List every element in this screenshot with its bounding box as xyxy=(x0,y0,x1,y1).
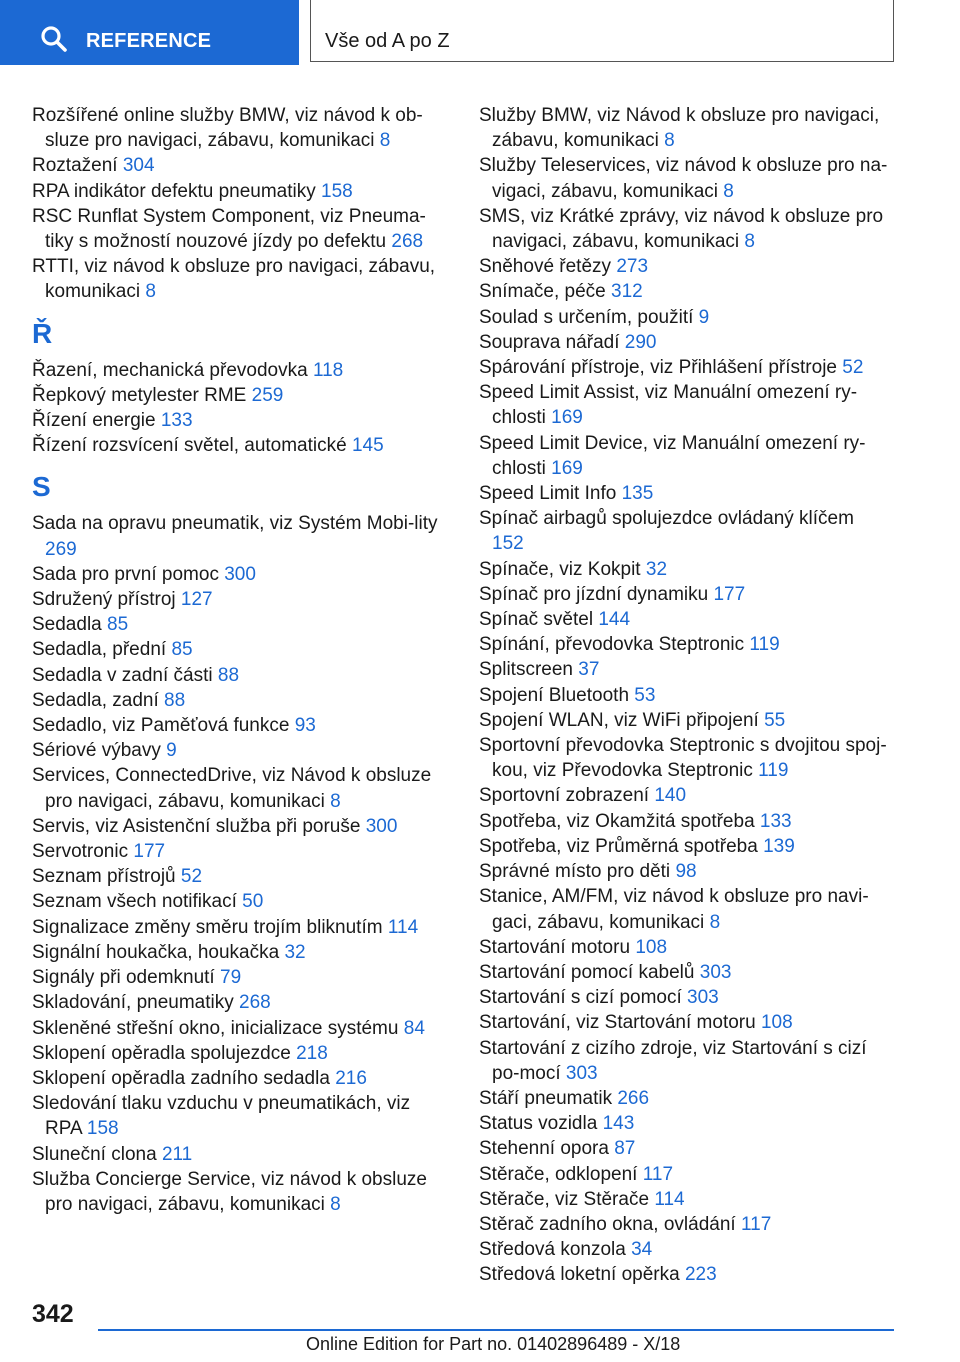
index-entry xyxy=(479,1136,889,1161)
index-entry xyxy=(479,355,889,380)
index-entry xyxy=(32,763,442,813)
index-entry-text: Sněhové řetězy xyxy=(479,256,612,278)
index-entry xyxy=(32,612,442,637)
index-page-link[interactable]: 158 xyxy=(321,180,353,202)
section-title: Vše od A po Z xyxy=(325,30,450,52)
index-entry xyxy=(32,864,442,889)
index-page-link[interactable]: 52 xyxy=(842,357,864,379)
index-page-link[interactable]: 8 xyxy=(723,180,734,202)
index-entry-text: Seznam přístrojů xyxy=(32,866,176,888)
index-entry-text: Služby Teleservices, viz návod k obsluze pro na-vigaci, zábavu, komunikaci xyxy=(479,155,888,202)
index-entry-text: Services, ConnectedDrive, viz Návod k obsluze pro navigaci, zábavu, komunikaci xyxy=(32,765,432,812)
index-page-link[interactable]: 117 xyxy=(642,1163,674,1185)
index-page-link[interactable]: 158 xyxy=(86,1118,119,1140)
index-page-link[interactable]: 300 xyxy=(224,563,256,585)
index-entry-text: Servis, viz Asistenční služba při poruše xyxy=(32,815,361,837)
index-page-link[interactable]: 268 xyxy=(391,231,424,253)
index-entry xyxy=(479,1212,889,1237)
index-entry xyxy=(32,965,442,990)
index-entry xyxy=(479,582,889,607)
index-entry-text: Sledování tlaku vzduchu v pneumatikách, viz RPA xyxy=(32,1093,411,1140)
index-entry xyxy=(479,431,889,481)
index-entry-text: Seznam všech notifikací xyxy=(32,891,237,913)
index-entry xyxy=(479,733,889,783)
index-entry-text: Sklopení opěradla spolujezdce xyxy=(32,1042,291,1064)
index-page-link[interactable]: 139 xyxy=(763,835,795,857)
index-entry xyxy=(32,103,442,153)
index-entry xyxy=(32,179,442,204)
search-icon xyxy=(40,25,68,53)
index-entry-text: Sedadla, zadní xyxy=(32,689,159,711)
index-entry-text: Startování z cizího zdroje, viz Startování s cizí po-mocí xyxy=(479,1037,867,1084)
index-entry xyxy=(32,738,442,763)
index-page-link[interactable]: 259 xyxy=(251,384,284,406)
index-page-link[interactable]: 9 xyxy=(166,740,177,762)
index-entry xyxy=(479,1111,889,1136)
index-entry xyxy=(32,713,442,738)
index-entry-text: RSC Runflat System Component, viz Pneuma-tiky s možností nouzové jízdy po defektu xyxy=(32,205,426,253)
index-entry-text: Soulad s určením, použití xyxy=(479,306,694,328)
index-entry-text: Sklopení opěradla zadního sedadla xyxy=(32,1067,330,1089)
index-page-link[interactable]: 218 xyxy=(296,1042,328,1064)
index-page-link[interactable]: 85 xyxy=(171,639,193,661)
index-page-link[interactable]: 32 xyxy=(284,941,306,963)
index-entry-text: Spínače, viz Kokpit xyxy=(479,558,641,580)
index-page-link[interactable]: 34 xyxy=(631,1239,653,1261)
index-entry xyxy=(479,103,889,153)
index-entry-text: Signalizace změny směru trojím bliknutím xyxy=(32,916,383,938)
reference-tab[interactable] xyxy=(0,0,299,65)
index-entry xyxy=(479,960,889,985)
index-entry xyxy=(479,1036,889,1086)
index-entry xyxy=(479,783,889,808)
index-letter-heading: S xyxy=(32,471,51,503)
index-entry xyxy=(32,688,442,713)
index-entry xyxy=(32,1142,442,1167)
index-page-link[interactable]: 211 xyxy=(161,1143,193,1165)
index-page-link[interactable]: 266 xyxy=(617,1087,650,1109)
index-page-link[interactable]: 300 xyxy=(365,815,398,837)
index-page-link[interactable]: 169 xyxy=(551,457,583,479)
index-page-link[interactable]: 269 xyxy=(45,538,77,560)
index-entry xyxy=(479,607,889,632)
index-column-right xyxy=(479,103,889,1288)
index-page-link[interactable]: 133 xyxy=(759,810,792,832)
index-entry-text: Služba Concierge Service, viz návod k obsluze pro navigaci, zábavu, komunikaci xyxy=(32,1168,427,1215)
index-entry xyxy=(32,408,442,433)
index-entry xyxy=(479,683,889,708)
index-entry-text: Řízení energie xyxy=(32,410,156,432)
index-entry xyxy=(479,1086,889,1111)
index-entry xyxy=(479,279,889,304)
index-page-link[interactable]: 37 xyxy=(578,659,600,681)
index-page-link[interactable]: 127 xyxy=(180,589,213,611)
index-entry xyxy=(479,884,889,934)
section-header xyxy=(310,0,894,62)
index-entry-text: Služby BMW, viz Návod k obsluze pro navigaci, zábavu, komunikaci xyxy=(479,105,880,152)
index-page-link[interactable]: 177 xyxy=(133,841,166,863)
index-page-link[interactable]: 290 xyxy=(624,331,657,353)
index-page-link[interactable]: 9 xyxy=(698,306,710,328)
index-entry-text: Spínání, převodovka Steptronic xyxy=(479,634,745,656)
index-letter-heading: Ř xyxy=(32,317,53,349)
index-entry-text: Signály při odemknutí xyxy=(32,967,215,989)
index-entry-text: Sedadla xyxy=(32,614,102,636)
index-page-link[interactable]: 304 xyxy=(122,155,155,177)
index-entry-text: Sada pro první pomoc xyxy=(32,563,219,585)
index-page-link[interactable]: 8 xyxy=(664,130,675,152)
index-entry-text: Stanice, AM/FM, viz návod k obsluze pro navi-gaci, zábavu, komunikaci xyxy=(479,886,869,933)
index-page-link[interactable]: 87 xyxy=(614,1138,636,1160)
index-page-link[interactable]: 8 xyxy=(145,281,156,303)
index-entry xyxy=(32,1066,442,1091)
index-entry-text: Signální houkačka, houkačka xyxy=(32,941,280,963)
index-entry-text: Sériové výbavy xyxy=(32,740,161,762)
index-entry-text: Snímače, péče xyxy=(479,281,606,303)
index-page-link[interactable]: 8 xyxy=(330,790,341,812)
index-entry xyxy=(479,657,889,682)
index-entry-text: Řízení rozsvícení světel, automatické xyxy=(32,435,347,457)
index-entry-text: Stěrače, odklopení xyxy=(479,1163,638,1185)
index-entry-text: Skladování, pneumatiky xyxy=(32,992,234,1014)
index-page-link[interactable]: 114 xyxy=(387,916,419,938)
index-entry xyxy=(32,940,442,965)
index-entry xyxy=(32,433,442,458)
index-page-link[interactable]: 177 xyxy=(713,583,746,605)
index-entry-text: Středová konzola xyxy=(479,1239,626,1261)
index-page-link[interactable]: 303 xyxy=(687,987,719,1009)
index-page-link[interactable]: 268 xyxy=(239,992,271,1014)
index-page-link[interactable]: 118 xyxy=(312,359,344,381)
index-page-link[interactable]: 108 xyxy=(635,936,668,958)
index-entry xyxy=(479,153,889,203)
index-entry xyxy=(479,330,889,355)
index-entry xyxy=(32,153,442,178)
index-page-link[interactable]: 273 xyxy=(616,256,649,278)
index-entry-text: Středová loketní opěrka xyxy=(479,1264,680,1286)
index-entry xyxy=(479,1262,889,1287)
index-entry-text: RPA indikátor defektu pneumatiky xyxy=(32,180,316,202)
index-page-link[interactable]: 303 xyxy=(565,1062,598,1084)
index-page-link[interactable]: 223 xyxy=(684,1264,717,1286)
index-entry-text: Startování pomocí kabelů xyxy=(479,961,695,983)
index-entry-text: Správné místo pro děti xyxy=(479,861,671,883)
index-entry xyxy=(32,511,442,561)
index-page-link[interactable]: 119 xyxy=(749,634,780,656)
index-entry-text: Startování, viz Startování motoru xyxy=(479,1012,756,1034)
index-entry-text: Rozšířené online služby BMW, viz návod k ob-sluze pro navigaci, zábavu, komunikaci xyxy=(32,105,423,152)
index-page-link[interactable]: 85 xyxy=(107,614,129,636)
index-page-link[interactable]: 135 xyxy=(621,483,654,505)
index-entry-text: Spínač světel xyxy=(479,609,594,631)
index-page-link[interactable]: 117 xyxy=(740,1213,772,1235)
index-entry-text: Sedadla, přední xyxy=(32,639,167,661)
index-entry xyxy=(479,506,889,556)
index-entry xyxy=(32,204,442,254)
index-entry-text: Sdružený přístroj xyxy=(32,589,176,611)
index-page-link[interactable]: 140 xyxy=(654,785,687,807)
index-entry-text: Sportovní převodovka Steptronic s dvojitou spoj-kou, viz Převodovka Steptronic xyxy=(479,735,887,782)
index-page-link[interactable]: 152 xyxy=(492,533,524,555)
index-page-link[interactable]: 119 xyxy=(758,760,789,782)
index-entry-text: Speed Limit Info xyxy=(479,483,617,505)
index-entry-text: Spínač pro jízdní dynamiku xyxy=(479,583,709,605)
index-page-link[interactable]: 79 xyxy=(220,967,242,989)
index-entry-text: Řazení, mechanická převodovka xyxy=(32,359,308,381)
index-entry-text: Servotronic xyxy=(32,841,129,863)
index-entry-text: Sluneční clona xyxy=(32,1143,157,1165)
index-entry-text: Sedadlo, viz Paměťová funkce xyxy=(32,715,290,737)
index-entry xyxy=(32,839,442,864)
index-page-link[interactable]: 108 xyxy=(760,1012,793,1034)
index-entry-text: Souprava nářadí xyxy=(479,331,620,353)
index-page-link[interactable]: 133 xyxy=(160,410,193,432)
index-entry xyxy=(32,663,442,688)
index-entry-text: Spotřeba, viz Průměrná spotřeba xyxy=(479,835,758,857)
index-entry-text: Řepkový metylester RME xyxy=(32,384,247,406)
index-page-link[interactable]: 8 xyxy=(709,911,721,933)
index-entry-text: Stěrač zadního okna, ovládání xyxy=(479,1213,736,1235)
reference-tab-label: REFERENCE xyxy=(86,30,212,52)
index-entry-text: Skleněné střešní okno, inicializace systému xyxy=(32,1017,399,1039)
index-entry xyxy=(479,985,889,1010)
index-entry xyxy=(479,632,889,657)
index-entry-text: Spínač airbagů spolujezdce ovládaný klíčem xyxy=(479,508,854,530)
index-entry-text: SMS, viz Krátké zprávy, viz návod k obsluze pro navigaci, zábavu, komunikaci xyxy=(479,205,884,253)
index-entry-text: RTTI, viz návod k obsluze pro navigaci, zábavu, komunikaci xyxy=(32,256,436,303)
index-entry xyxy=(32,358,442,383)
index-entry xyxy=(479,557,889,582)
index-page-link[interactable]: 145 xyxy=(351,435,384,457)
index-page-link[interactable]: 143 xyxy=(602,1113,635,1135)
index-entry xyxy=(479,254,889,279)
index-entry xyxy=(479,859,889,884)
index-page-link[interactable]: 32 xyxy=(645,558,668,580)
index-page-link[interactable]: 55 xyxy=(764,709,786,731)
index-page-link[interactable]: 216 xyxy=(335,1067,367,1089)
index-page-link[interactable]: 114 xyxy=(654,1188,685,1210)
index-page-link[interactable]: 88 xyxy=(217,664,240,686)
index-entry-text: Spojení WLAN, viz WiFi připojení xyxy=(479,709,759,731)
index-entry xyxy=(32,814,442,839)
index-entry-text: Sportovní zobrazení xyxy=(479,785,650,807)
index-entry-text: Status vozidla xyxy=(479,1113,598,1135)
index-entry xyxy=(479,834,889,859)
index-page-link[interactable]: 8 xyxy=(330,1193,341,1215)
index-page-link[interactable]: 53 xyxy=(634,684,656,706)
index-page-link[interactable]: 52 xyxy=(180,866,203,888)
index-entry xyxy=(479,204,889,254)
index-entry-text: Sada na opravu pneumatik, viz Systém Mobi-lity xyxy=(32,513,438,535)
index-entry xyxy=(479,809,889,834)
index-entry xyxy=(479,1162,889,1187)
index-page-link[interactable]: 88 xyxy=(164,689,186,711)
index-entry xyxy=(479,1010,889,1035)
index-page-link[interactable]: 93 xyxy=(294,715,316,737)
index-entry xyxy=(32,990,442,1015)
index-entry-text: Spotřeba, viz Okamžitá spotřeba xyxy=(479,810,755,832)
index-entry xyxy=(479,1187,889,1212)
footer-divider xyxy=(98,1329,894,1331)
index-entry-text: Spárování přístroje, viz Přihlášení přístroje xyxy=(479,357,837,379)
index-entry xyxy=(32,587,442,612)
index-page-link[interactable]: 169 xyxy=(551,407,583,429)
index-entry-text: Splitscreen xyxy=(479,659,573,681)
index-entry-text: Speed Limit Device, viz Manuální omezení ry-chlosti xyxy=(479,432,866,479)
index-page-link[interactable]: 84 xyxy=(403,1017,425,1039)
index-entry-text: Stehenní opora xyxy=(479,1138,609,1160)
index-page-link[interactable]: 98 xyxy=(675,861,697,883)
page-number: 342 xyxy=(32,1300,74,1328)
index-page-link[interactable]: 312 xyxy=(611,281,643,303)
index-entry xyxy=(479,708,889,733)
index-entry xyxy=(32,889,442,914)
index-entry-text: Sedadla v zadní části xyxy=(32,664,213,686)
index-entry xyxy=(32,562,442,587)
index-page-link[interactable]: 303 xyxy=(699,961,732,983)
index-entry-text: Spojení Bluetooth xyxy=(479,684,630,706)
index-entry xyxy=(32,915,442,940)
index-entry xyxy=(479,305,889,330)
index-entry xyxy=(479,1237,889,1262)
index-entry xyxy=(479,481,889,506)
index-entry xyxy=(32,1167,442,1217)
index-page-link[interactable]: 50 xyxy=(242,891,264,913)
index-entry xyxy=(479,380,889,430)
index-entry xyxy=(479,935,889,960)
index-entry xyxy=(32,1091,442,1141)
index-entry xyxy=(32,254,442,304)
index-entry-text: Roztažení xyxy=(32,155,118,177)
index-entry xyxy=(32,1016,442,1041)
edition-text: Online Edition for Part no. 01402896489 - X/18 xyxy=(306,1334,681,1354)
index-entry-text: Startování motoru xyxy=(479,936,631,958)
index-page-link[interactable]: 8 xyxy=(744,231,755,253)
index-entry-text: Stěrače, viz Stěrače xyxy=(479,1188,650,1210)
index-entry xyxy=(32,637,442,662)
index-entry xyxy=(32,1041,442,1066)
index-entry-text: Stáří pneumatik xyxy=(479,1087,613,1109)
index-column-left xyxy=(32,103,442,1217)
index-entry xyxy=(32,383,442,408)
index-entry-text: Speed Limit Assist, viz Manuální omezení ry-chlosti xyxy=(479,382,858,429)
index-page-link[interactable]: 8 xyxy=(379,130,391,152)
index-entry-text: Startování s cizí pomocí xyxy=(479,987,682,1009)
index-page-link[interactable]: 144 xyxy=(598,609,631,631)
